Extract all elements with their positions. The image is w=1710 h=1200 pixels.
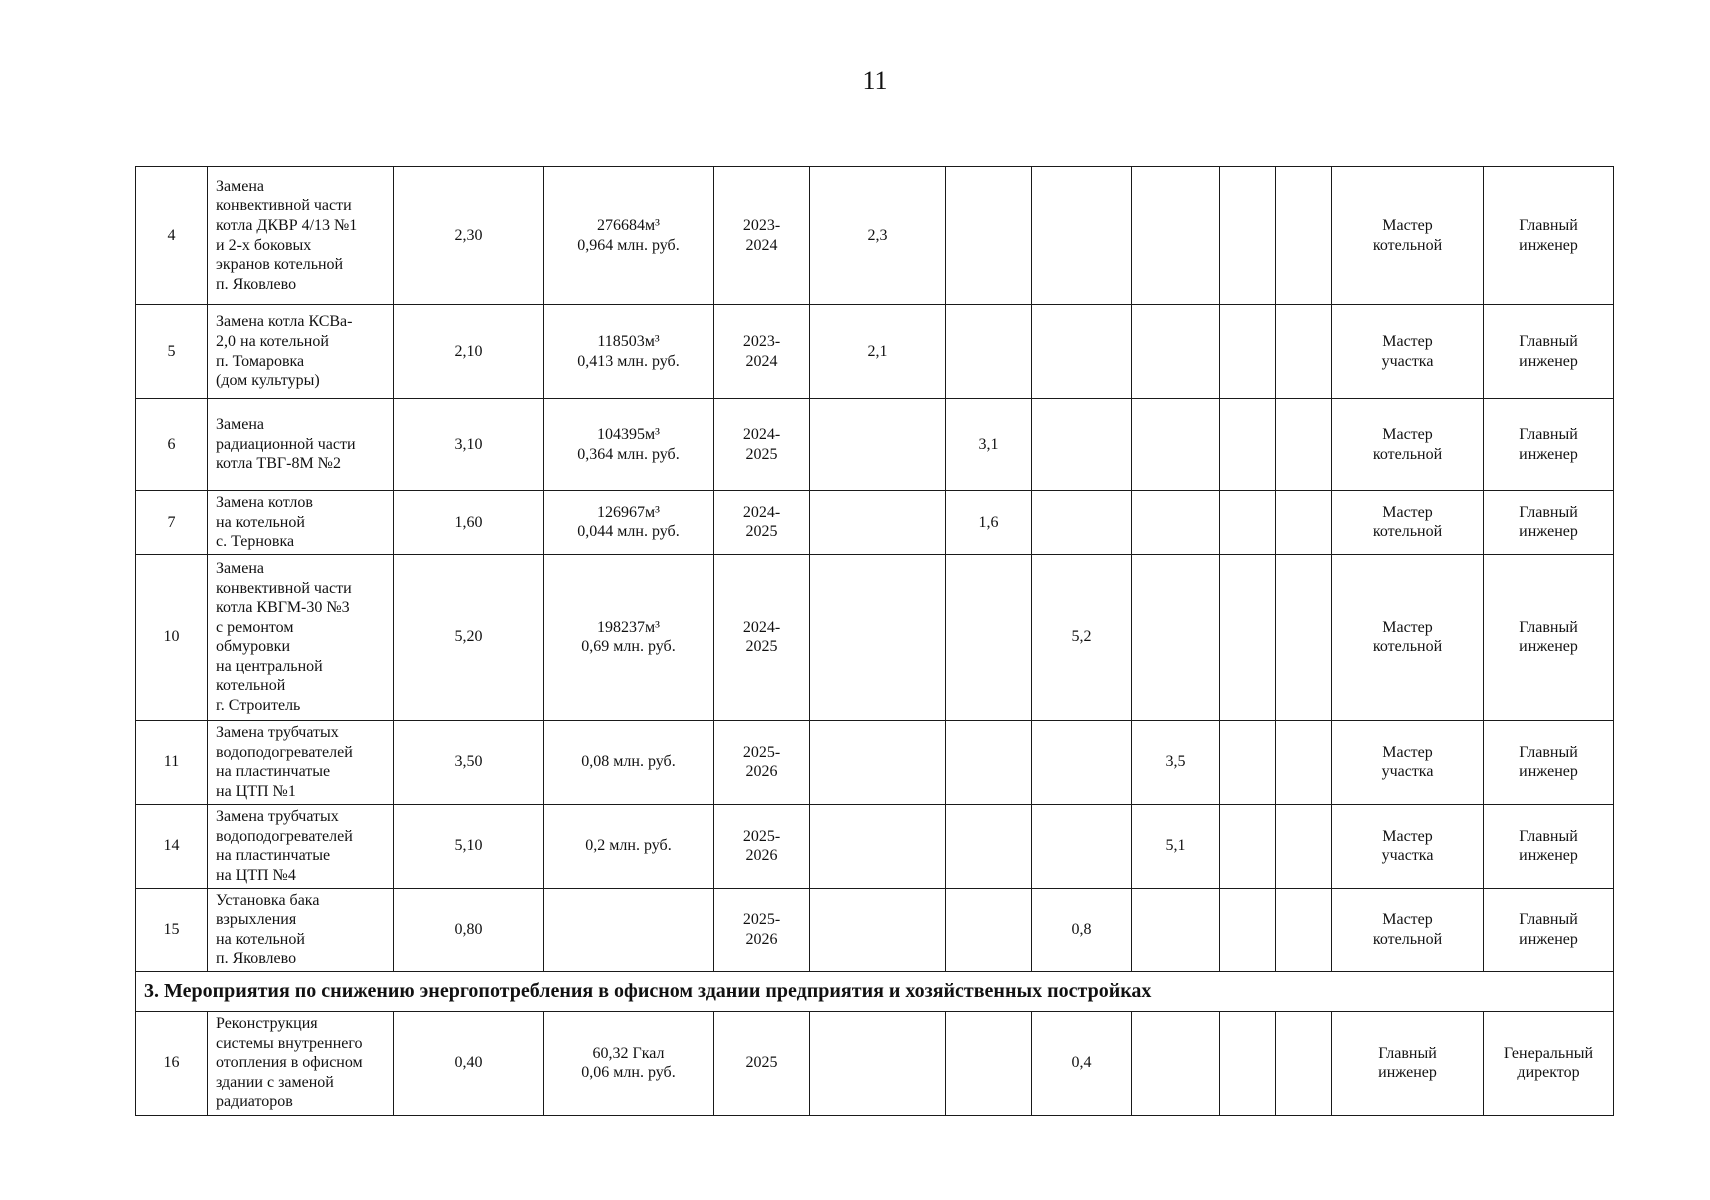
cost-cell: 5,10 xyxy=(394,804,544,888)
measure-name: Замена конвективной части котла КВГМ-30 №3 с ремонтом обмуровки на центральной котельной г. Строитель xyxy=(208,554,394,720)
responsible-cell: Главный инженер xyxy=(1484,804,1614,888)
responsible-cell: Генеральный директор xyxy=(1484,1011,1614,1115)
year-2026-cell xyxy=(1132,888,1220,971)
row-number: 16 xyxy=(136,1011,208,1115)
period-cell: 2025- 2026 xyxy=(714,720,810,804)
cost-cell: 1,60 xyxy=(394,491,544,555)
year-2023-cell xyxy=(810,491,946,555)
year-2025-cell: 0,4 xyxy=(1032,1011,1132,1115)
year-2023-cell: 2,1 xyxy=(810,305,946,399)
period-cell: 2024- 2025 xyxy=(714,399,810,491)
row-number: 4 xyxy=(136,167,208,305)
extra-cell-1 xyxy=(1220,720,1276,804)
effect-cell xyxy=(544,888,714,971)
extra-cell-2 xyxy=(1276,804,1332,888)
cost-cell: 2,30 xyxy=(394,167,544,305)
section-header-row xyxy=(136,971,1614,1011)
year-2024-cell xyxy=(946,305,1032,399)
year-2024-cell xyxy=(946,167,1032,305)
executor-cell: Мастер участка xyxy=(1332,305,1484,399)
table-row xyxy=(136,399,1614,491)
executor-cell: Мастер котельной xyxy=(1332,167,1484,305)
year-2026-cell xyxy=(1132,167,1220,305)
year-2023-cell xyxy=(810,399,946,491)
year-2026-cell xyxy=(1132,305,1220,399)
extra-cell-1 xyxy=(1220,888,1276,971)
table-row xyxy=(136,804,1614,888)
table-row xyxy=(136,1011,1614,1115)
measure-name: Реконструкция системы внутреннего отопления в офисном здании с заменой радиаторов xyxy=(208,1011,394,1115)
responsible-cell: Главный инженер xyxy=(1484,888,1614,971)
row-number: 7 xyxy=(136,491,208,555)
extra-cell-2 xyxy=(1276,1011,1332,1115)
cost-cell: 5,20 xyxy=(394,554,544,720)
period-cell: 2025- 2026 xyxy=(714,888,810,971)
effect-cell: 104395м³ 0,364 млн. руб. xyxy=(544,399,714,491)
table-row xyxy=(136,305,1614,399)
extra-cell-1 xyxy=(1220,399,1276,491)
year-2025-cell xyxy=(1032,399,1132,491)
measure-name: Замена конвективной части котла ДКВР 4/13 №1 и 2-х боковых экранов котельной п. Яковлево xyxy=(208,167,394,305)
extra-cell-2 xyxy=(1276,720,1332,804)
extra-cell-1 xyxy=(1220,804,1276,888)
cost-cell: 2,10 xyxy=(394,305,544,399)
extra-cell-1 xyxy=(1220,554,1276,720)
year-2026-cell: 5,1 xyxy=(1132,804,1220,888)
extra-cell-2 xyxy=(1276,399,1332,491)
extra-cell-1 xyxy=(1220,305,1276,399)
period-cell: 2025 xyxy=(714,1011,810,1115)
year-2023-cell: 2,3 xyxy=(810,167,946,305)
measures-table xyxy=(135,166,1614,1116)
effect-cell: 198237м³ 0,69 млн. руб. xyxy=(544,554,714,720)
row-number: 10 xyxy=(136,554,208,720)
year-2026-cell xyxy=(1132,1011,1220,1115)
extra-cell-2 xyxy=(1276,554,1332,720)
row-number: 15 xyxy=(136,888,208,971)
responsible-cell: Главный инженер xyxy=(1484,720,1614,804)
year-2024-cell: 1,6 xyxy=(946,491,1032,555)
year-2026-cell xyxy=(1132,554,1220,720)
extra-cell-1 xyxy=(1220,1011,1276,1115)
year-2025-cell: 5,2 xyxy=(1032,554,1132,720)
year-2025-cell xyxy=(1032,491,1132,555)
year-2024-cell xyxy=(946,888,1032,971)
year-2023-cell xyxy=(810,888,946,971)
executor-cell: Мастер участка xyxy=(1332,804,1484,888)
year-2025-cell xyxy=(1032,720,1132,804)
cost-cell: 0,80 xyxy=(394,888,544,971)
table-row xyxy=(136,491,1614,555)
year-2024-cell xyxy=(946,554,1032,720)
extra-cell-1 xyxy=(1220,167,1276,305)
cost-cell: 0,40 xyxy=(394,1011,544,1115)
effect-cell: 118503м³ 0,413 млн. руб. xyxy=(544,305,714,399)
year-2023-cell xyxy=(810,554,946,720)
responsible-cell: Главный инженер xyxy=(1484,491,1614,555)
period-cell: 2025- 2026 xyxy=(714,804,810,888)
responsible-cell: Главный инженер xyxy=(1484,167,1614,305)
extra-cell-2 xyxy=(1276,167,1332,305)
year-2023-cell xyxy=(810,1011,946,1115)
year-2025-cell xyxy=(1032,167,1132,305)
year-2026-cell xyxy=(1132,399,1220,491)
year-2025-cell xyxy=(1032,305,1132,399)
measure-name: Установка бака взрыхления на котельной п. Яковлево xyxy=(208,888,394,971)
table-row xyxy=(136,720,1614,804)
measure-name: Замена котлов на котельной с. Терновка xyxy=(208,491,394,555)
effect-cell: 126967м³ 0,044 млн. руб. xyxy=(544,491,714,555)
executor-cell: Мастер участка xyxy=(1332,720,1484,804)
extra-cell-2 xyxy=(1276,491,1332,555)
row-number: 11 xyxy=(136,720,208,804)
period-cell: 2023- 2024 xyxy=(714,305,810,399)
executor-cell: Мастер котельной xyxy=(1332,399,1484,491)
executor-cell: Мастер котельной xyxy=(1332,491,1484,555)
effect-cell: 0,2 млн. руб. xyxy=(544,804,714,888)
responsible-cell: Главный инженер xyxy=(1484,399,1614,491)
year-2026-cell: 3,5 xyxy=(1132,720,1220,804)
measure-name: Замена трубчатых водоподогревателей на пластинчатые на ЦТП №4 xyxy=(208,804,394,888)
extra-cell-1 xyxy=(1220,491,1276,555)
cost-cell: 3,50 xyxy=(394,720,544,804)
year-2026-cell xyxy=(1132,491,1220,555)
measure-name: Замена радиационной части котла ТВГ-8М №2 xyxy=(208,399,394,491)
row-number: 5 xyxy=(136,305,208,399)
year-2024-cell xyxy=(946,1011,1032,1115)
year-2025-cell: 0,8 xyxy=(1032,888,1132,971)
page-number: 11 xyxy=(862,66,888,95)
executor-cell: Мастер котельной xyxy=(1332,888,1484,971)
year-2023-cell xyxy=(810,804,946,888)
period-cell: 2024- 2025 xyxy=(714,554,810,720)
row-number: 6 xyxy=(136,399,208,491)
table-row xyxy=(136,888,1614,971)
year-2024-cell: 3,1 xyxy=(946,399,1032,491)
effect-cell: 276684м³ 0,964 млн. руб. xyxy=(544,167,714,305)
cost-cell: 3,10 xyxy=(394,399,544,491)
measure-name: Замена котла КСВа- 2,0 на котельной п. Томаровка (дом культуры) xyxy=(208,305,394,399)
extra-cell-2 xyxy=(1276,305,1332,399)
section-title: 3. Мероприятия по снижению энергопотребления в офисном здании предприятия и хозяйственных постройках xyxy=(136,971,1614,1011)
period-cell: 2024- 2025 xyxy=(714,491,810,555)
year-2024-cell xyxy=(946,804,1032,888)
period-cell: 2023- 2024 xyxy=(714,167,810,305)
extra-cell-2 xyxy=(1276,888,1332,971)
year-2024-cell xyxy=(946,720,1032,804)
table-row xyxy=(136,554,1614,720)
year-2025-cell xyxy=(1032,804,1132,888)
effect-cell: 0,08 млн. руб. xyxy=(544,720,714,804)
row-number: 14 xyxy=(136,804,208,888)
table-row xyxy=(136,167,1614,305)
responsible-cell: Главный инженер xyxy=(1484,305,1614,399)
responsible-cell: Главный инженер xyxy=(1484,554,1614,720)
measure-name: Замена трубчатых водоподогревателей на пластинчатые на ЦТП №1 xyxy=(208,720,394,804)
executor-cell: Мастер котельной xyxy=(1332,554,1484,720)
executor-cell: Главный инженер xyxy=(1332,1011,1484,1115)
effect-cell: 60,32 Гкал 0,06 млн. руб. xyxy=(544,1011,714,1115)
year-2023-cell xyxy=(810,720,946,804)
